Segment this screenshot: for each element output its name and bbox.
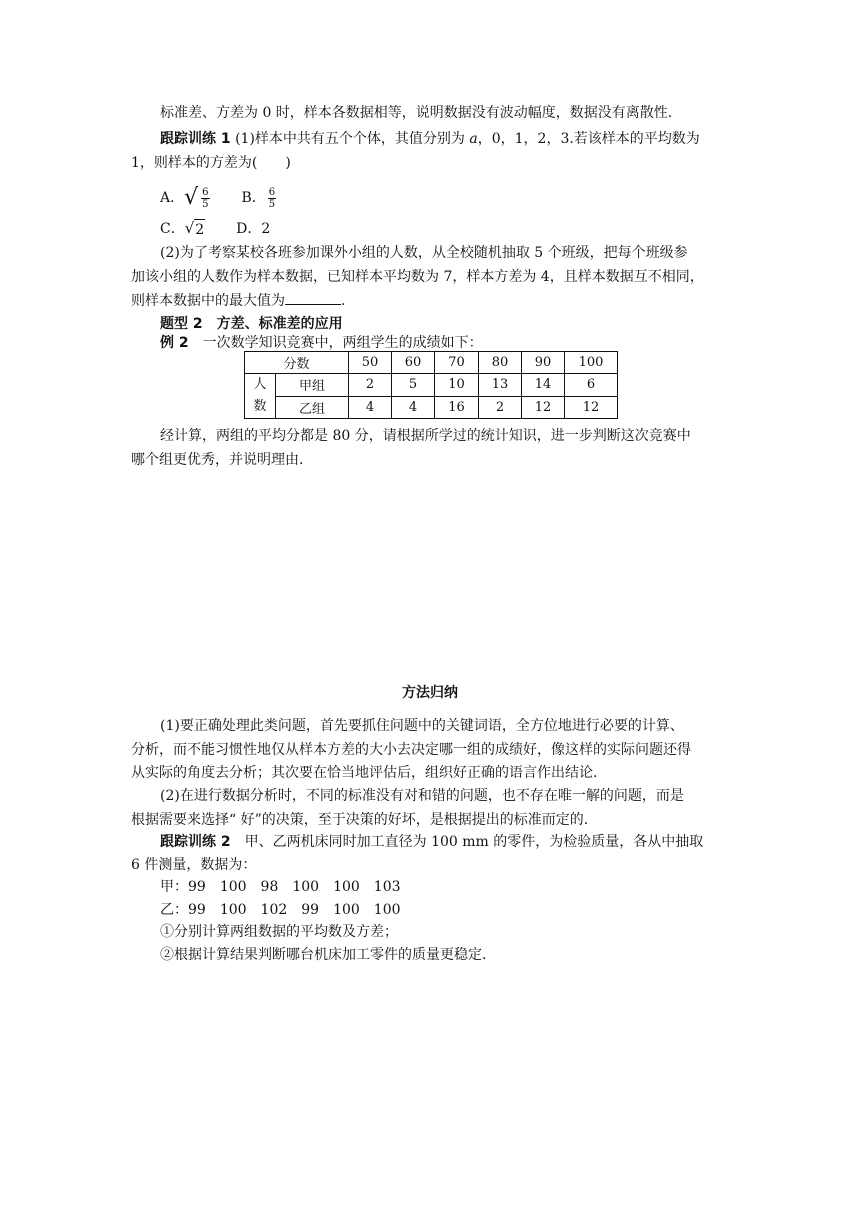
text-line: (2)在进行数据分析时，不同的标准没有对和错的问题，也不存在唯一解的问题，而是 [160,788,684,804]
table-side-cell [245,374,276,419]
table-cell: 12 [565,396,618,419]
table-cell: 甲组 [276,374,349,397]
table-header-cell: 90 [522,352,565,374]
side-char: 数 [253,399,267,414]
exercise-2-line [160,832,703,852]
numerator: 6 [268,186,276,198]
option-b-label: B． [241,190,266,206]
table-cell: 12 [522,396,565,419]
table-cell: 13 [479,374,522,397]
text-line: 哪个组更优秀，并说明理由. [131,452,304,468]
score-table [244,351,618,419]
sub-question-1: ①分别计算两组数据的平均数及方差； [160,924,398,940]
table-header-cell: 100 [565,352,618,374]
text-line: 分析，而不能习惯性地仅从样本方差的大小去决定哪一组的成绩好，像这样的实际问题还得 [131,742,691,758]
text-line [131,290,345,311]
table-row [245,352,618,374]
radicand: 2 [194,219,205,240]
table-cell: 2 [479,396,522,419]
option-d: D．2 [236,220,271,237]
text: . [341,293,346,309]
text-line: (1)要正确处理此类问题，首先要抓住问题中的关键词语，全方位地进行必要的计算、 [160,718,684,734]
text: ，0，1，2，3.若该样本的平均数为 [477,131,700,147]
sub-question-2: ②根据计算结果判断哪台机床加工零件的质量更稳定. [160,947,487,963]
section-label: 跟踪训练 1 [160,131,231,147]
example-label: 例 2 [160,335,189,351]
table-cell: 10 [435,374,479,397]
method-title: 方法归纳 [402,685,458,701]
denominator: 5 [268,198,276,210]
table-header-cell: 60 [392,352,435,374]
table-header-cell: 分数 [245,352,349,374]
table-header-cell: 50 [349,352,392,374]
denominator: 5 [202,198,209,210]
table-cell: 14 [522,374,565,397]
text-line: 根据需要来选择“ 好”的决策，至于决策的好坏，是根据提出的标准而定的. [131,812,589,828]
option-c-label: C． [160,220,185,237]
side-char: 人 [253,377,267,392]
example-line [160,333,483,353]
variable: a [469,131,478,147]
text-line: (2)为了考察某校各班参加课外小组的人数，从全校随机抽取 5 个班级，把每个班级参 [160,245,688,261]
table-cell: 5 [392,374,435,397]
answer-blank [285,290,341,305]
table-cell: 16 [435,396,479,419]
option-a-label: A． [160,190,185,206]
text: 则样本数据中的最大值为 [131,293,285,309]
table-cell: 2 [349,374,392,397]
sqrt-fraction: √ $\frac{6}{5}$ [184,185,209,210]
text-line: 从实际的角度去分析；其次要在恰当地评估后，组织好正确的语言作出结论. [131,765,598,781]
numerator: 6 [202,186,209,198]
question-1-line [160,129,700,149]
text-line: 1，则样本的方差为( ) [131,155,291,171]
option-row-cd [160,218,270,240]
data-line-yi: 乙：99 100 102 99 100 100 [160,902,401,918]
text-line: 6 件测量，数据为： [131,857,257,873]
table-cell: 4 [349,396,392,419]
table-cell: 6 [565,374,618,397]
text-line: 经计算，两组的平均分都是 80 分，请根据所学过的统计知识，进一步判断这次竞赛中 [160,428,691,444]
text-line: 加该小组的人数作为样本数据，已知样本平均数为 7，样本方差为 4，且样本数据互不相同， [131,269,704,285]
table-cell: 乙组 [276,396,349,419]
table-header-cell: 80 [479,352,522,374]
table-row [245,396,618,419]
text: (1)样本中共有五个个体，其值分别为 [235,131,470,147]
sqrt: √2 [184,219,205,238]
table-row [245,374,618,397]
table-header-cell: 70 [435,352,479,374]
table-cell: 4 [392,396,435,419]
text-line: 标准差、方差为 0 时，样本各数据相等，说明数据没有波动幅度，数据没有离散性. [160,105,673,121]
data-line-jia: 甲：99 100 98 100 100 103 [160,879,401,895]
section-title: 题型 2 方差、标准差的应用 [160,316,343,332]
option-row-ab [160,181,278,215]
section-label: 跟踪训练 2 [160,834,231,850]
text: 甲、乙两机床同时加工直径为 100 mm 的零件，为检验质量，各从中抽取 [230,834,704,850]
text: 一次数学知识竞赛中，两组学生的成绩如下： [188,335,483,351]
fraction [268,187,276,210]
